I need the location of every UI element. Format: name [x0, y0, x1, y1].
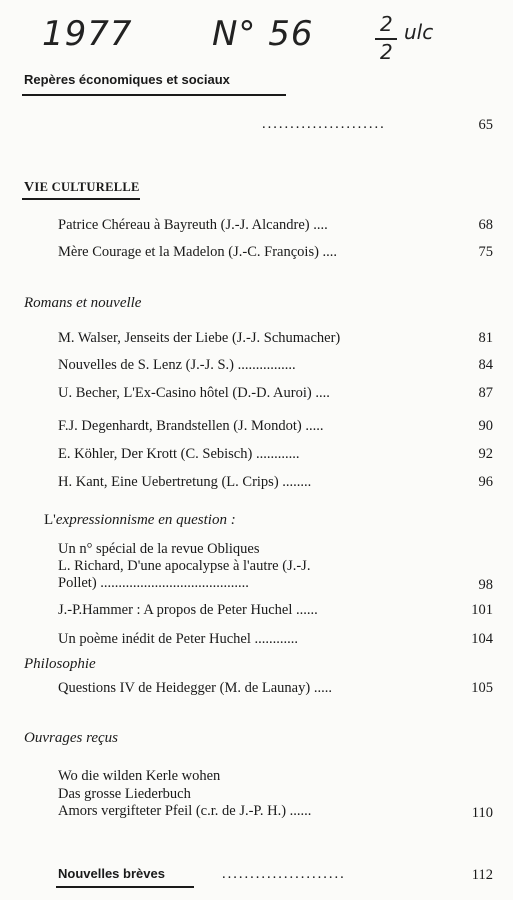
toc-entry: H. Kant, Eine Uebertretung (L. Crips) ........	[58, 474, 312, 490]
toc-page: 110	[471, 805, 493, 821]
toc-entry: M. Walser, Jenseits der Liebe (J.-J. Schumacher)	[58, 330, 341, 346]
toc-line: Das grosse Liederbuch	[58, 786, 191, 802]
section-title-expressionnisme: L'expressionnisme en question :	[44, 512, 236, 528]
toc-entry: Un poème inédit de Peter Huchel ............	[58, 631, 298, 647]
handwritten-fraction-bottom: 2	[380, 40, 393, 64]
toc-page: 90	[478, 418, 493, 434]
toc-line: Wo die wilden Kerle wohen	[58, 768, 221, 784]
toc-page: 96	[478, 474, 493, 490]
toc-line: L. Richard, D'une apocalypse à l'autre (J.-J.	[58, 558, 311, 574]
toc-entry: Mère Courage et la Madelon (J.-C. François) ....	[58, 244, 338, 260]
toc-page: 105	[471, 680, 493, 696]
handwritten-fraction-top: 2	[380, 12, 393, 36]
toc-line: Un n° spécial de la revue Obliques	[58, 541, 260, 557]
handwritten-issue: N° 56	[212, 14, 314, 54]
reperes-dots: ......................	[262, 116, 386, 132]
reperes-page: 65	[478, 117, 493, 133]
toc-entry: Patrice Chéreau à Bayreuth (J.-J. Alcandre) ....	[58, 217, 328, 233]
nouvelles-page: 112	[471, 867, 493, 883]
section-title-vie-culturelle: VIE CULTURELLE	[24, 180, 140, 195]
toc-entry: Questions IV de Heidegger (M. de Launay) .....	[58, 680, 332, 696]
toc-page: 81	[478, 330, 493, 346]
toc-page: 101	[471, 602, 493, 618]
section-title-ouvrages: Ouvrages reçus	[24, 730, 119, 746]
toc-page: 84	[478, 357, 493, 373]
toc-entry: Nouvelles de S. Lenz (J.-J. S.) ................	[58, 357, 296, 373]
section-title-romans: Romans et nouvelle	[24, 295, 142, 311]
toc-page: 75	[478, 244, 493, 260]
section-title-reperes: Repères économiques et sociaux	[24, 72, 230, 87]
nouvelles-dots: ......................	[222, 866, 346, 882]
toc-page: 98	[478, 577, 493, 593]
handwritten-suffix: ulc	[404, 20, 434, 44]
toc-page: 87	[478, 385, 493, 401]
toc-entry: F.J. Degenhardt, Brandstellen (J. Mondot) .....	[58, 418, 324, 434]
section-underline-reperes	[22, 94, 286, 96]
toc-page: 68	[478, 217, 493, 233]
toc-entry: E. Köhler, Der Krott (C. Sebisch) ............	[58, 446, 300, 462]
handwritten-year: 1977	[42, 14, 133, 54]
section-underline-vie-culturelle	[22, 198, 140, 200]
toc-entry: J.-P.Hammer : A propos de Peter Huchel ......	[58, 602, 318, 618]
section-underline-nouvelles	[56, 886, 194, 888]
toc-line: Amors vergifteter Pfeil (c.r. de J.-P. H.) ......	[58, 803, 312, 819]
toc-page: 104	[471, 631, 493, 647]
section-title-philosophie: Philosophie	[24, 656, 96, 672]
section-title-nouvelles: Nouvelles brèves	[58, 866, 165, 881]
toc-line: Pollet) .........................................	[58, 575, 249, 591]
toc-page: 92	[478, 446, 493, 462]
toc-entry: U. Becher, L'Ex-Casino hôtel (D.-D. Auroi) ....	[58, 385, 330, 401]
